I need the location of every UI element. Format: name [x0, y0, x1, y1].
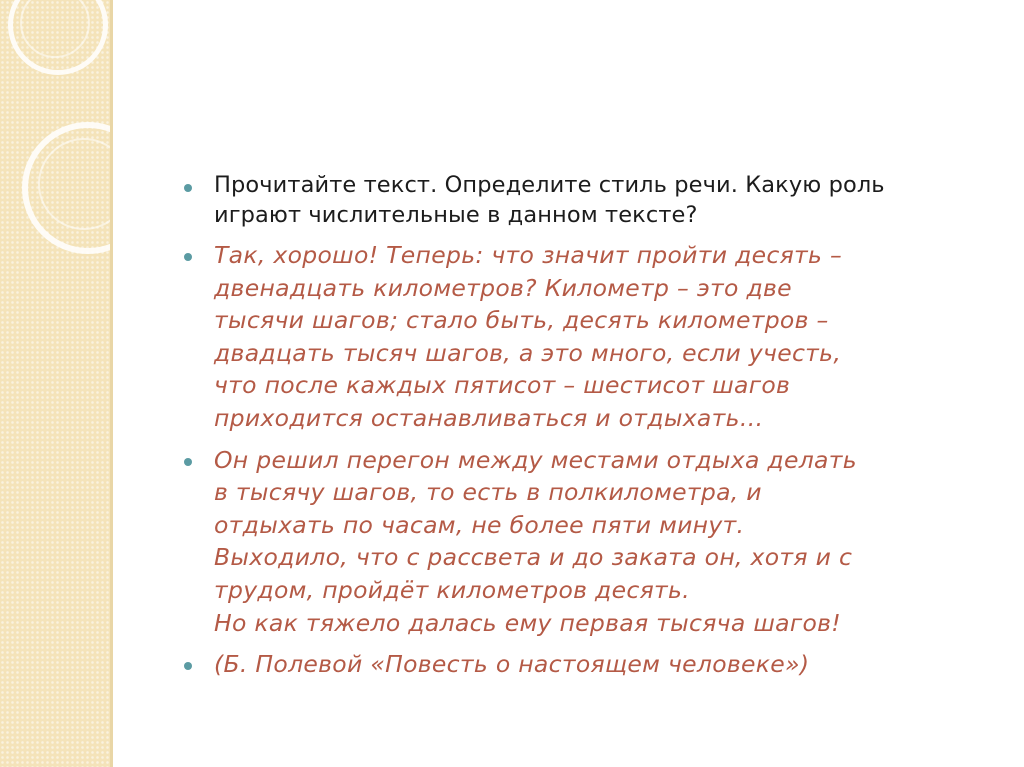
bullet-icon [184, 662, 192, 670]
text-line: приходится останавливаться и отдыхать… [214, 403, 764, 432]
text-line: двадцать тысяч шагов, а это много, если учесть, [214, 338, 842, 367]
text-line: трудом, пройдёт километров десять. [214, 575, 690, 604]
bullet-icon [184, 253, 192, 261]
text-line: в тысячу шагов, то есть в полкилометра, и [214, 478, 762, 507]
task-paragraph [182, 170, 982, 230]
text-line: играют числительные в данном тексте? [214, 202, 698, 228]
side-band-edge [110, 0, 113, 767]
text-line: тысячи шагов; стало быть, десять километров – [214, 306, 829, 335]
decorative-side-band [0, 0, 110, 767]
quote-paragraph-1 [182, 239, 982, 435]
bullet-icon [184, 184, 192, 192]
text-line: Но как тяжело далась ему первая тысяча шагов! [214, 608, 842, 637]
quote-paragraph-2 [182, 444, 982, 640]
text-line: двенадцать километров? Километр – это две [214, 273, 792, 302]
text-line: Прочитайте текст. Определите стиль речи. Какую роль [214, 172, 885, 198]
text-line: Так, хорошо! Теперь: что значит пройти десять – [214, 241, 843, 269]
text-line: отдыхать по часам, не более пяти минут. [214, 510, 745, 539]
bullet-icon [184, 458, 192, 466]
slide-content [182, 170, 982, 690]
text-line: Он решил перегон между местами отдыха делать [214, 445, 857, 474]
source-citation [182, 648, 982, 681]
text-line: (Б. Полевой «Повесть о настоящем человеке») [214, 650, 810, 679]
text-line: Выходило, что с рассвета и до заката он, хотя и с [214, 543, 853, 572]
text-line: что после каждых пятисот – шестисот шагов [214, 371, 791, 400]
